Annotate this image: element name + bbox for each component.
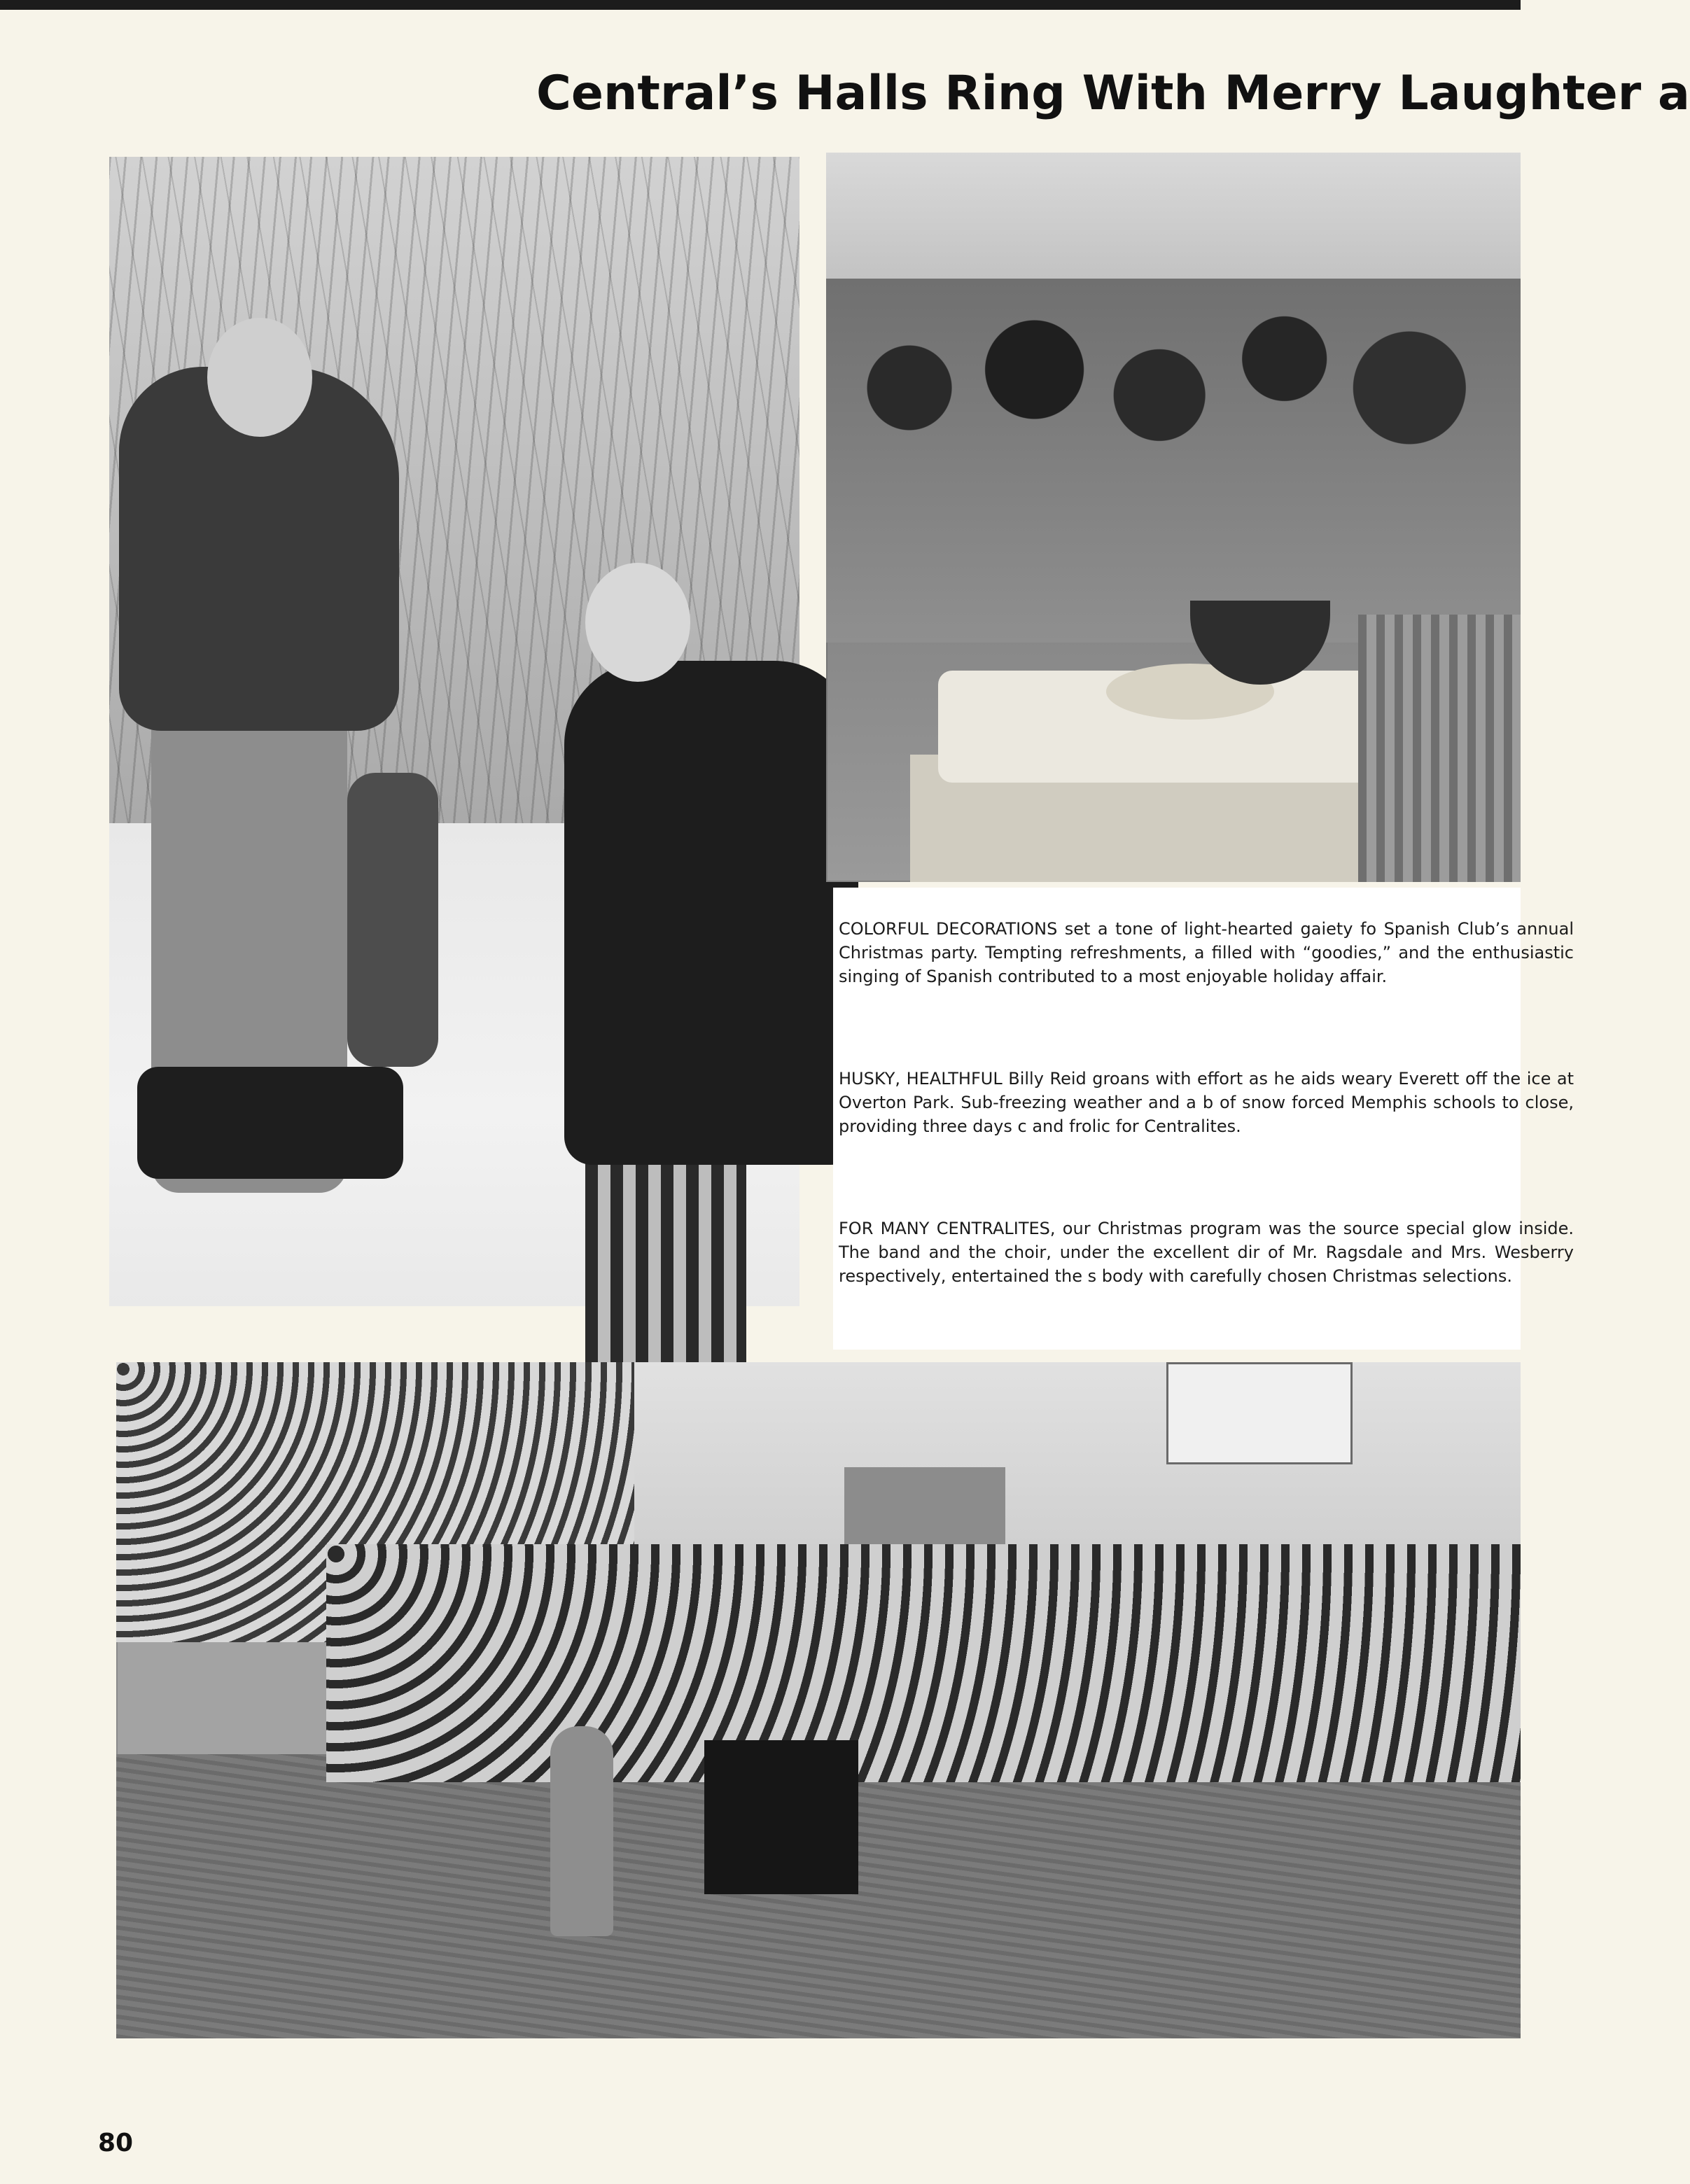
photo-director: [550, 1726, 613, 1936]
caption-skating: HUSKY, HEALTHFUL Billy Reid groans with effort as he aids weary Everett off the ice at Overton Park. Sub-freezing weather and a b of snow forced Memphis schools to close, providing three days c and frolic for Centralites.: [839, 1069, 1574, 1136]
photo-basketball-backboard: [1166, 1362, 1353, 1464]
photo-christmas-concert: [116, 1362, 1521, 2038]
caption-block-2: [839, 1067, 1574, 1165]
photo-choir-and-band: [326, 1544, 1521, 1782]
page-headline: Central’s Halls Ring With Merry Laughter a: [536, 66, 1690, 121]
photo-boy-head: [207, 318, 312, 437]
photo-party-guests: [826, 279, 1521, 643]
photo-girl-coat: [564, 661, 858, 1165]
photo-ice-skating: [109, 157, 799, 1306]
photo-spanish-club-party: [826, 153, 1521, 882]
photo-girl-head: [585, 563, 690, 682]
caption-block-3: [839, 1217, 1574, 1315]
caption-christmas-program: FOR MANY CENTRALITES, our Christmas program was the source special glow inside. The band and the choir, under the excellent dir of Mr. Ragsdale and Mrs. Wesberry respectively, entertained the s body with carefully chosen Christmas selections.: [839, 1219, 1574, 1286]
page-number: 80: [98, 2129, 134, 2157]
photo-piano: [704, 1740, 858, 1894]
photo-party-plaid-skirt: [1358, 615, 1521, 882]
photo-boy-skates: [137, 1067, 403, 1179]
top-edge-band: [0, 0, 1521, 10]
photo-background-skater: [347, 773, 438, 1067]
caption-block-1: [839, 917, 1574, 1015]
caption-decorations: COLORFUL DECORATIONS set a tone of light-hearted gaiety fo Spanish Club’s annual Christmas party. Tempting refreshments, a filled with “goodies,” and the enthusiastic singing of Spanish contributed to a most enjoyable holiday affair.: [839, 919, 1574, 986]
